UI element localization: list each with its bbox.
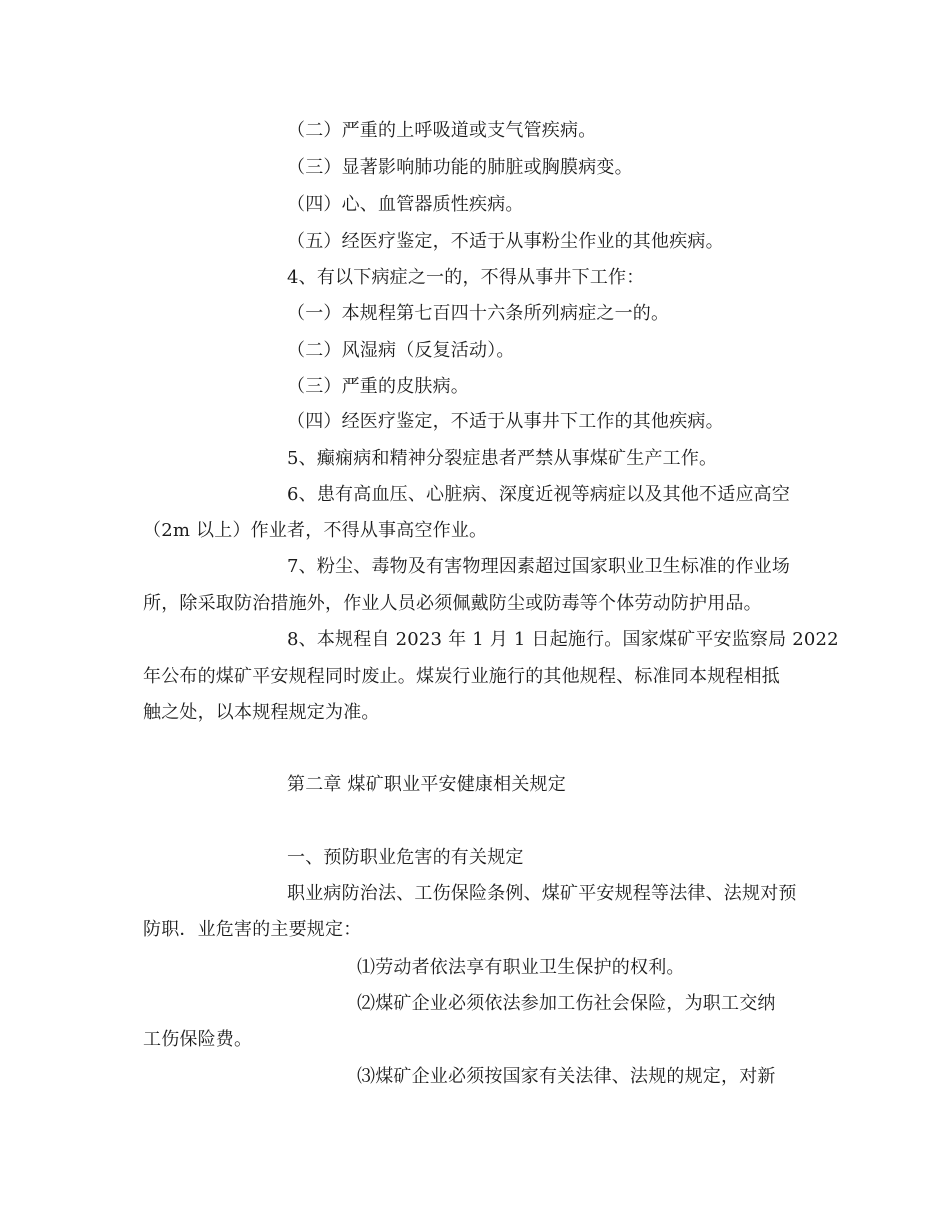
paragraph-line: 年公布的煤矿平安规程同时废止。煤炭行业施行的其他规程、标准同本规程相抵 bbox=[143, 666, 780, 687]
paragraph-line: （四）心、血管器质性疾病。 bbox=[287, 194, 524, 215]
list-item-line: ⑵煤矿企业必须依法参加工伤社会保险，为职工交纳 bbox=[357, 993, 776, 1014]
paragraph-line: 4、有以下病症之一的，不得从事井下工作： bbox=[287, 267, 645, 288]
paragraph-line: 职业病防治法、工伤保险条例、煤矿平安规程等法律、法规对预 bbox=[287, 883, 797, 904]
paragraph-line: （2m 以上）作业者，不得从事高空作业。 bbox=[143, 520, 488, 541]
paragraph-line: （四）经医疗鉴定，不适于从事井下工作的其他疾病。 bbox=[287, 411, 724, 432]
paragraph-line: 触之处，以本规程规定为准。 bbox=[143, 702, 380, 723]
list-item-line: 工伤保险费。 bbox=[143, 1029, 253, 1050]
paragraph-line: 5、癫痫病和精神分裂症患者严禁从事煤矿生产工作。 bbox=[287, 448, 718, 469]
section-heading: 一、预防职业危害的有关规定 bbox=[287, 847, 524, 868]
paragraph-line: 防职．业危害的主要规定： bbox=[143, 919, 362, 940]
paragraph-line: 所，除采取防治措施外，作业人员必须佩戴防尘或防毒等个体劳动防护用品。 bbox=[143, 593, 762, 614]
paragraph-line: 6、患有高血压、心脏病、深度近视等病症以及其他不适应高空 bbox=[287, 484, 791, 505]
paragraph-line: 7、粉尘、毒物及有害物理因素超过国家职业卫生标准的作业场 bbox=[287, 556, 791, 577]
paragraph-line: （三）显著影响肺功能的肺脏或胸膜病变。 bbox=[287, 157, 633, 178]
paragraph-line: 8、本规程自 2023 年 1 月 1 日起施行。国家煤矿平安监察局 2022 bbox=[287, 629, 839, 650]
list-item-line: ⑴劳动者依法享有职业卫生保护的权利。 bbox=[357, 957, 685, 978]
paragraph-line: （三）严重的皮肤病。 bbox=[287, 376, 469, 397]
paragraph-line: （五）经医疗鉴定，不适于从事粉尘作业的其他疾病。 bbox=[287, 231, 724, 252]
chapter-heading: 第二章 煤矿职业平安健康相关规定 bbox=[287, 774, 566, 795]
paragraph-line: （二）严重的上呼吸道或支气管疾病。 bbox=[287, 120, 597, 141]
list-item-line: ⑶煤矿企业必须按国家有关法律、法规的规定，对新 bbox=[357, 1066, 776, 1087]
paragraph-line: （二）风湿病（反复活动）。 bbox=[287, 340, 515, 361]
paragraph-line: （一）本规程第七百四十六条所列病症之一的。 bbox=[287, 303, 670, 324]
